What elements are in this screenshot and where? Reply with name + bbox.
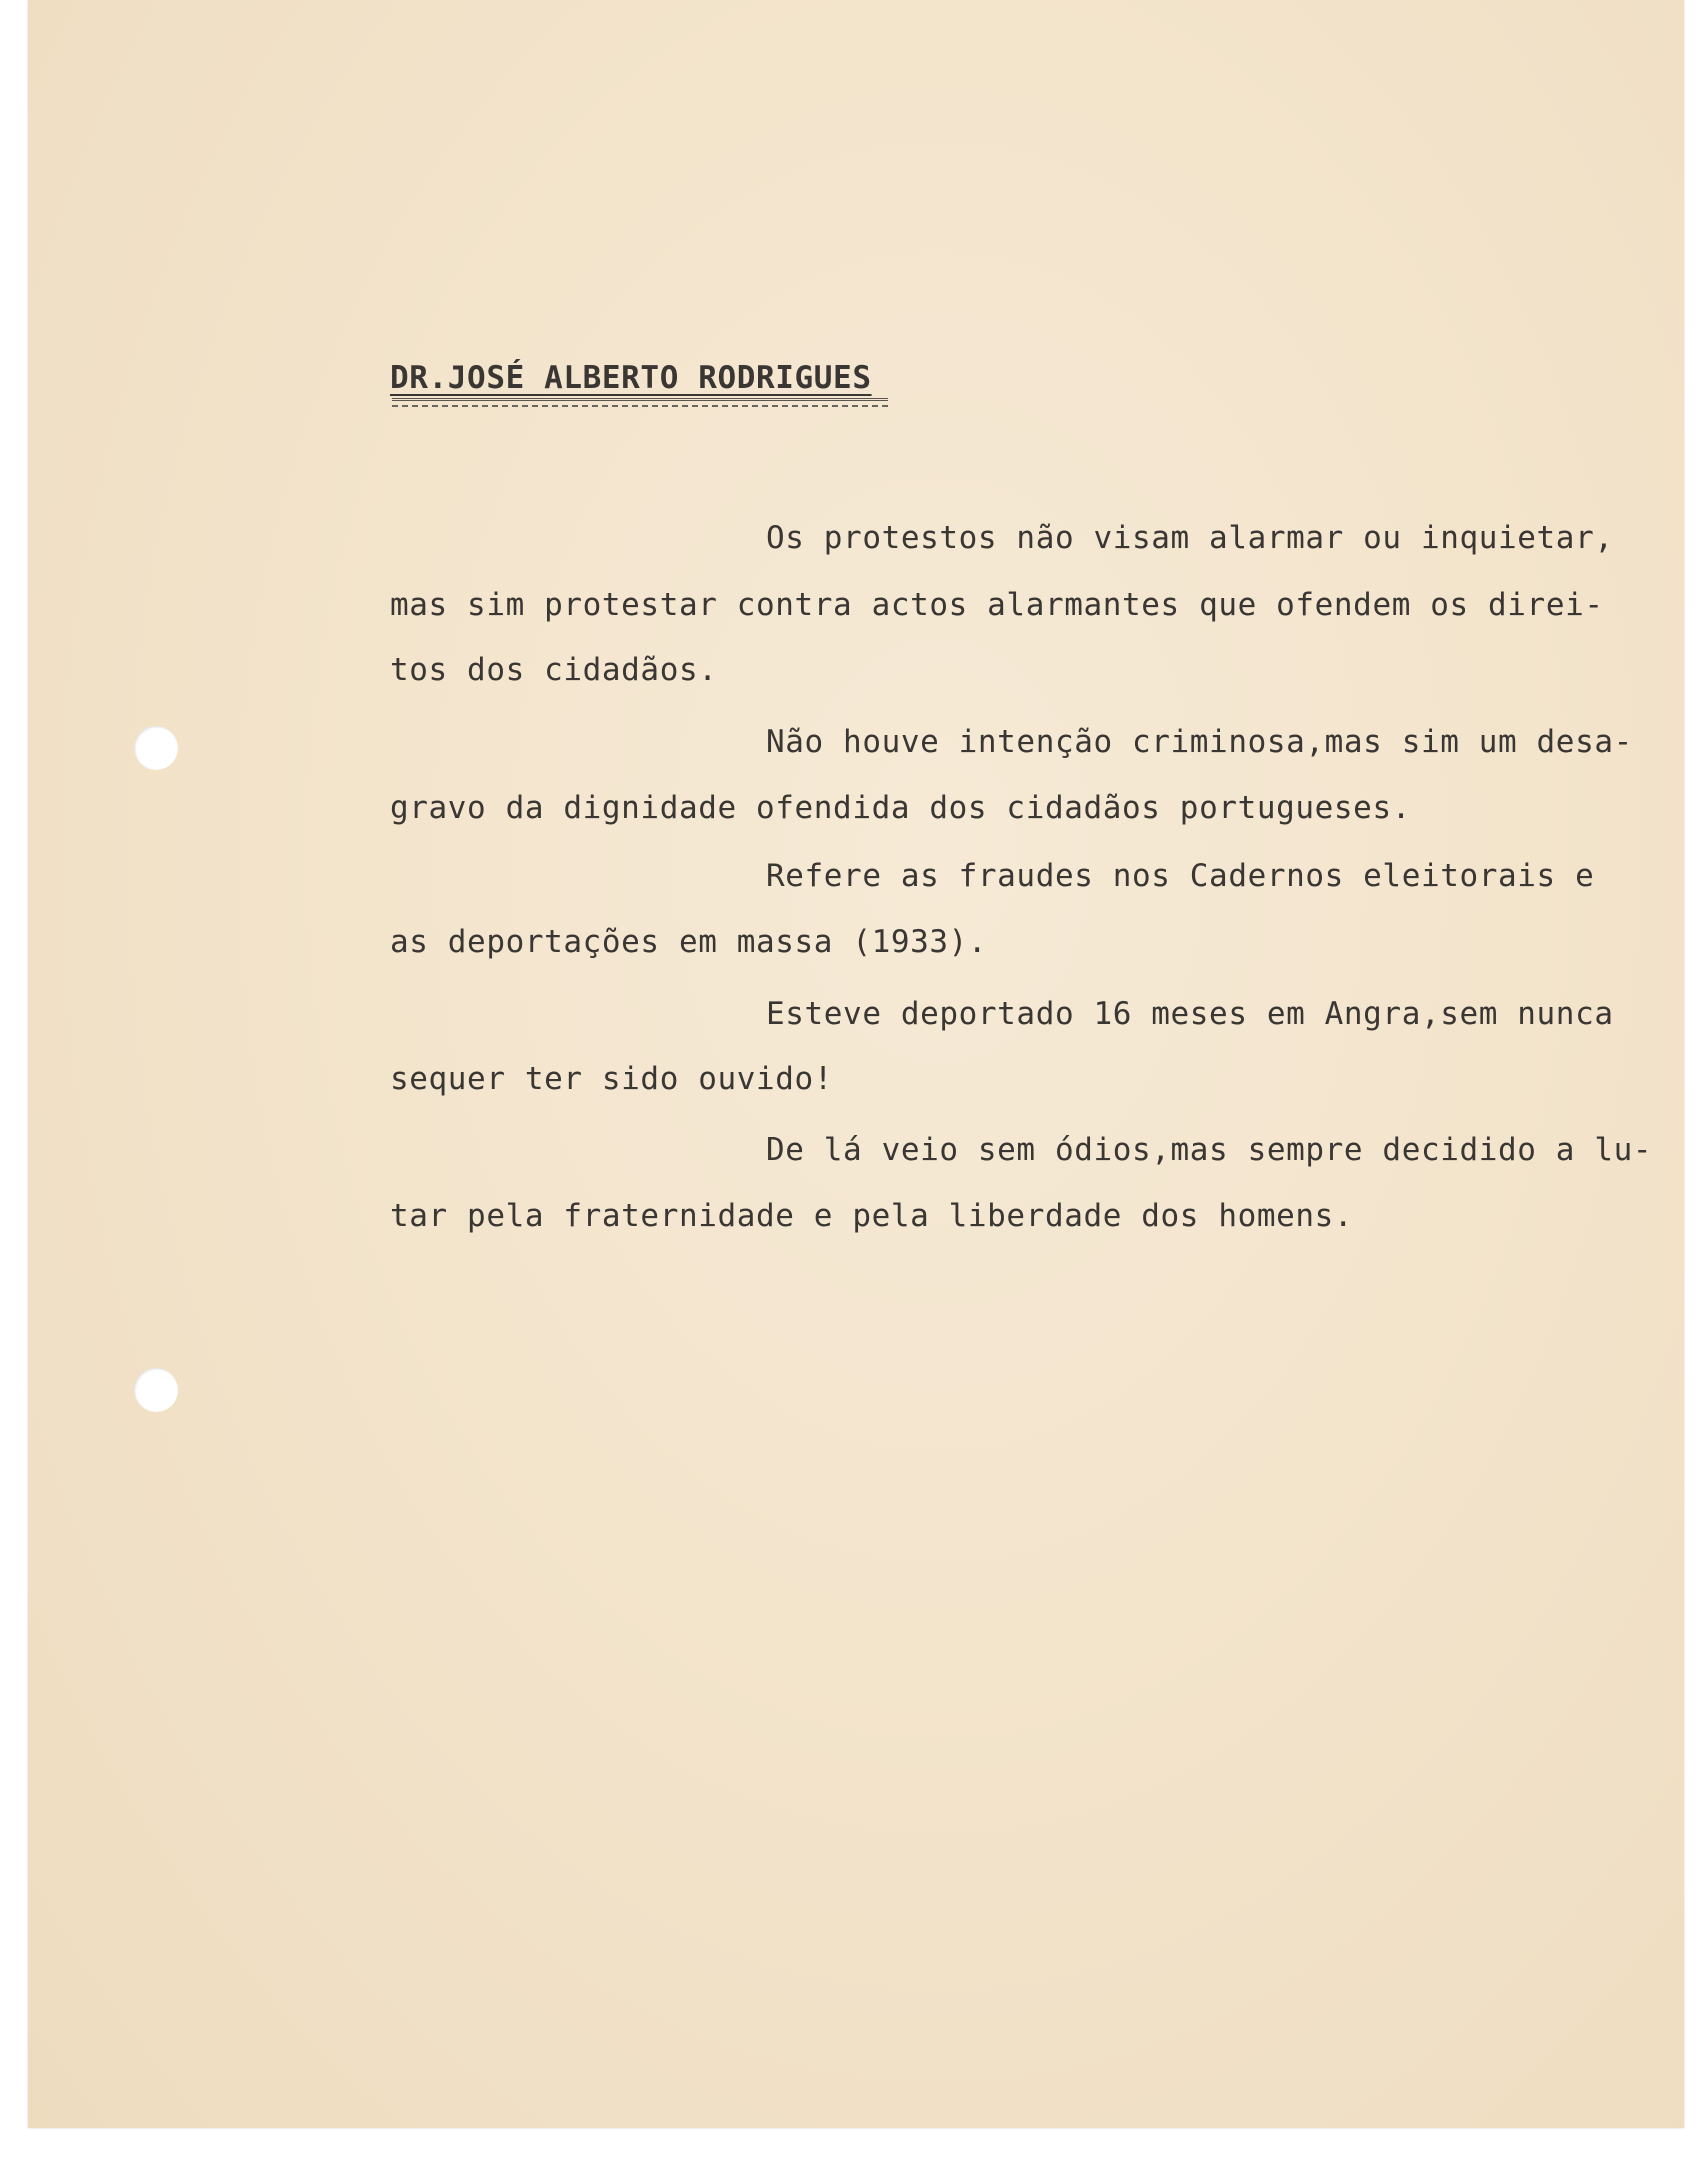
paragraph-4-line-1: Esteve deportado 16 meses em Angra,sem nunca [766, 996, 1614, 1032]
paragraph-1-line-3: tos dos cidadãos. [390, 652, 718, 688]
paragraph-3-line-2: as deportações em massa (1933). [390, 924, 988, 960]
punch-hole-bottom [134, 1368, 178, 1412]
typewritten-sheet [28, 0, 1684, 2128]
title-double-underline [392, 398, 888, 401]
paragraph-5-line-2: tar pela fraternidade e pela liberdade dos homens. [390, 1198, 1354, 1234]
paragraph-1-line-2: mas sim protestar contra actos alarmantes que ofendem os direi- [390, 587, 1604, 623]
paragraph-4-line-2: sequer ter sido ouvido! [390, 1061, 834, 1097]
title-dashed-underline [392, 405, 888, 407]
paragraph-2-line-1: Não houve intenção criminosa,mas sim um desa- [766, 724, 1633, 760]
document-title: DR.JOSÉ ALBERTO RODRIGUES [390, 360, 872, 396]
paragraph-5-line-1: De lá veio sem ódios,mas sempre decidido a lu- [766, 1132, 1653, 1168]
punch-hole-top [134, 726, 178, 770]
paragraph-3-line-1: Refere as fraudes nos Cadernos eleitorais e [766, 858, 1595, 894]
paragraph-2-line-2: gravo da dignidade ofendida dos cidadãos portugueses. [390, 790, 1411, 826]
paragraph-1-line-1: Os protestos não visam alarmar ou inquietar, [766, 520, 1614, 556]
